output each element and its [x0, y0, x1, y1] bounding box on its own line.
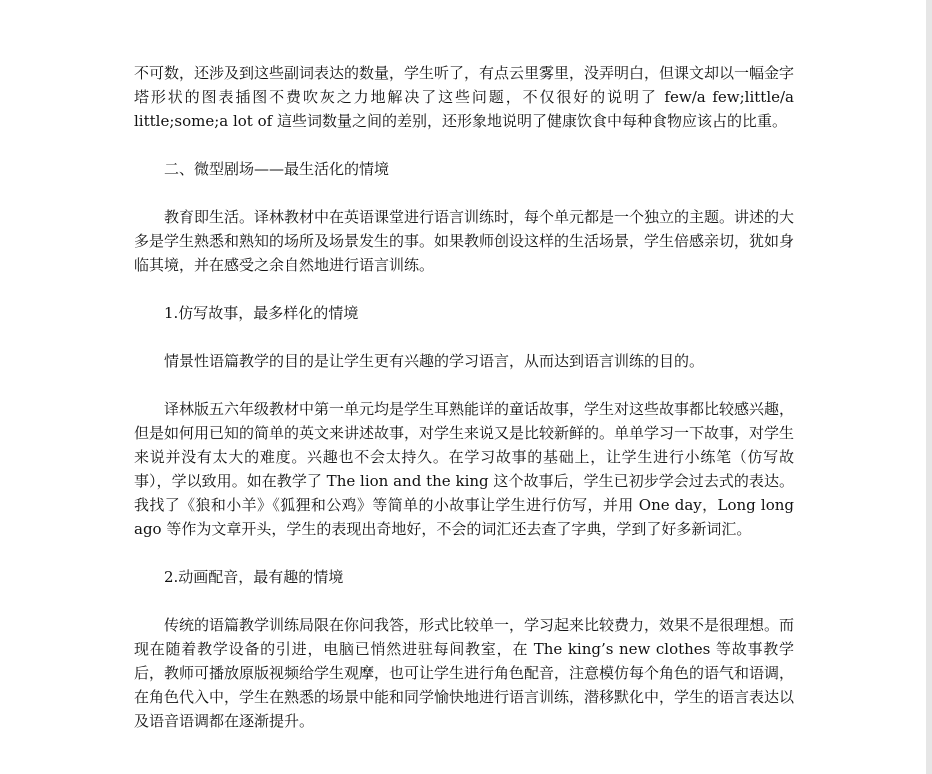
subheading-story-writing: 1.仿写故事，最多样化的情境: [164, 304, 359, 322]
paragraph-traditional-teaching: 传统的语篇教学训练局限在你问我答，形式比较单一，学习起来比较费力，效果不是很理想。而现在随着教学设备的引进，电脑已悄然进驻每间教室，在 The king’s new clothes 等故事教学后，教师可播放原版视频给学生观摩，也可让学生进行角色配音，注意模仿每个角色的语气和语调，在角色代入中，学生在熟悉的场景中能和同学愉快地进行语言训练，潜移默化中，学生的语言表达以及语音语调都在逐渐提升。: [134, 616, 795, 730]
paragraph-food-pyramid: 不可数，还涉及到这些副词表达的数量，学生听了，有点云里雾里，没弄明白，但课文却以一幅金字塔形状的图表插图不费吹灰之力地解决了这些问题，不仅很好的说明了 few/a few;little/a little;some;a lot of 這些词数量之间的差别，还形象地说明了健康饮食中每种食物应该占的比重。: [134, 64, 795, 130]
paragraph-fairy-tales: 译林版五六年级教材中第一单元均是学生耳熟能详的童话故事，学生对这些故事都比较感兴趣，但是如何用已知的简单的英文来讲述故事，对学生来说又是比较新鲜的。单单学习一下故事，对学生来说并没有太大的难度。兴趣也不会太持久。在学习故事的基础上，让学生进行小练笔（仿写故事），学以致用。如在教学了 The lion and the king 这个故事后，学生已初步学会过去式的表达。我找了《狼和小羊》《狐狸和公鸡》等简单的小故事让学生进行仿写，并用 One day，Long long ago 等作为文章开头，学生的表现出奇地好，不会的词汇还去查了字典，学到了好多新词汇。: [134, 400, 795, 538]
document-body: [134, 61, 794, 757]
paragraph-situational-teaching: 情景性语篇教学的目的是让学生更有兴趣的学习语言，从而达到语言训练的目的。: [164, 352, 705, 370]
page-edge: [926, 0, 932, 774]
paragraph-education-is-life: 教育即生活。译林教材中在英语课堂进行语言训练时，每个单元都是一个独立的主题。讲述的大多是学生熟悉和熟知的场所及场景发生的事。如果教师创设这样的生活场景，学生倍感亲切，犹如身临其境，并在感受之余自然地进行语言训练。: [134, 208, 795, 274]
subheading-animation-dubbing: 2.动画配音，最有趣的情境: [164, 568, 344, 586]
section-heading-micro-theater: 二、微型剧场——最生活化的情境: [164, 160, 390, 178]
